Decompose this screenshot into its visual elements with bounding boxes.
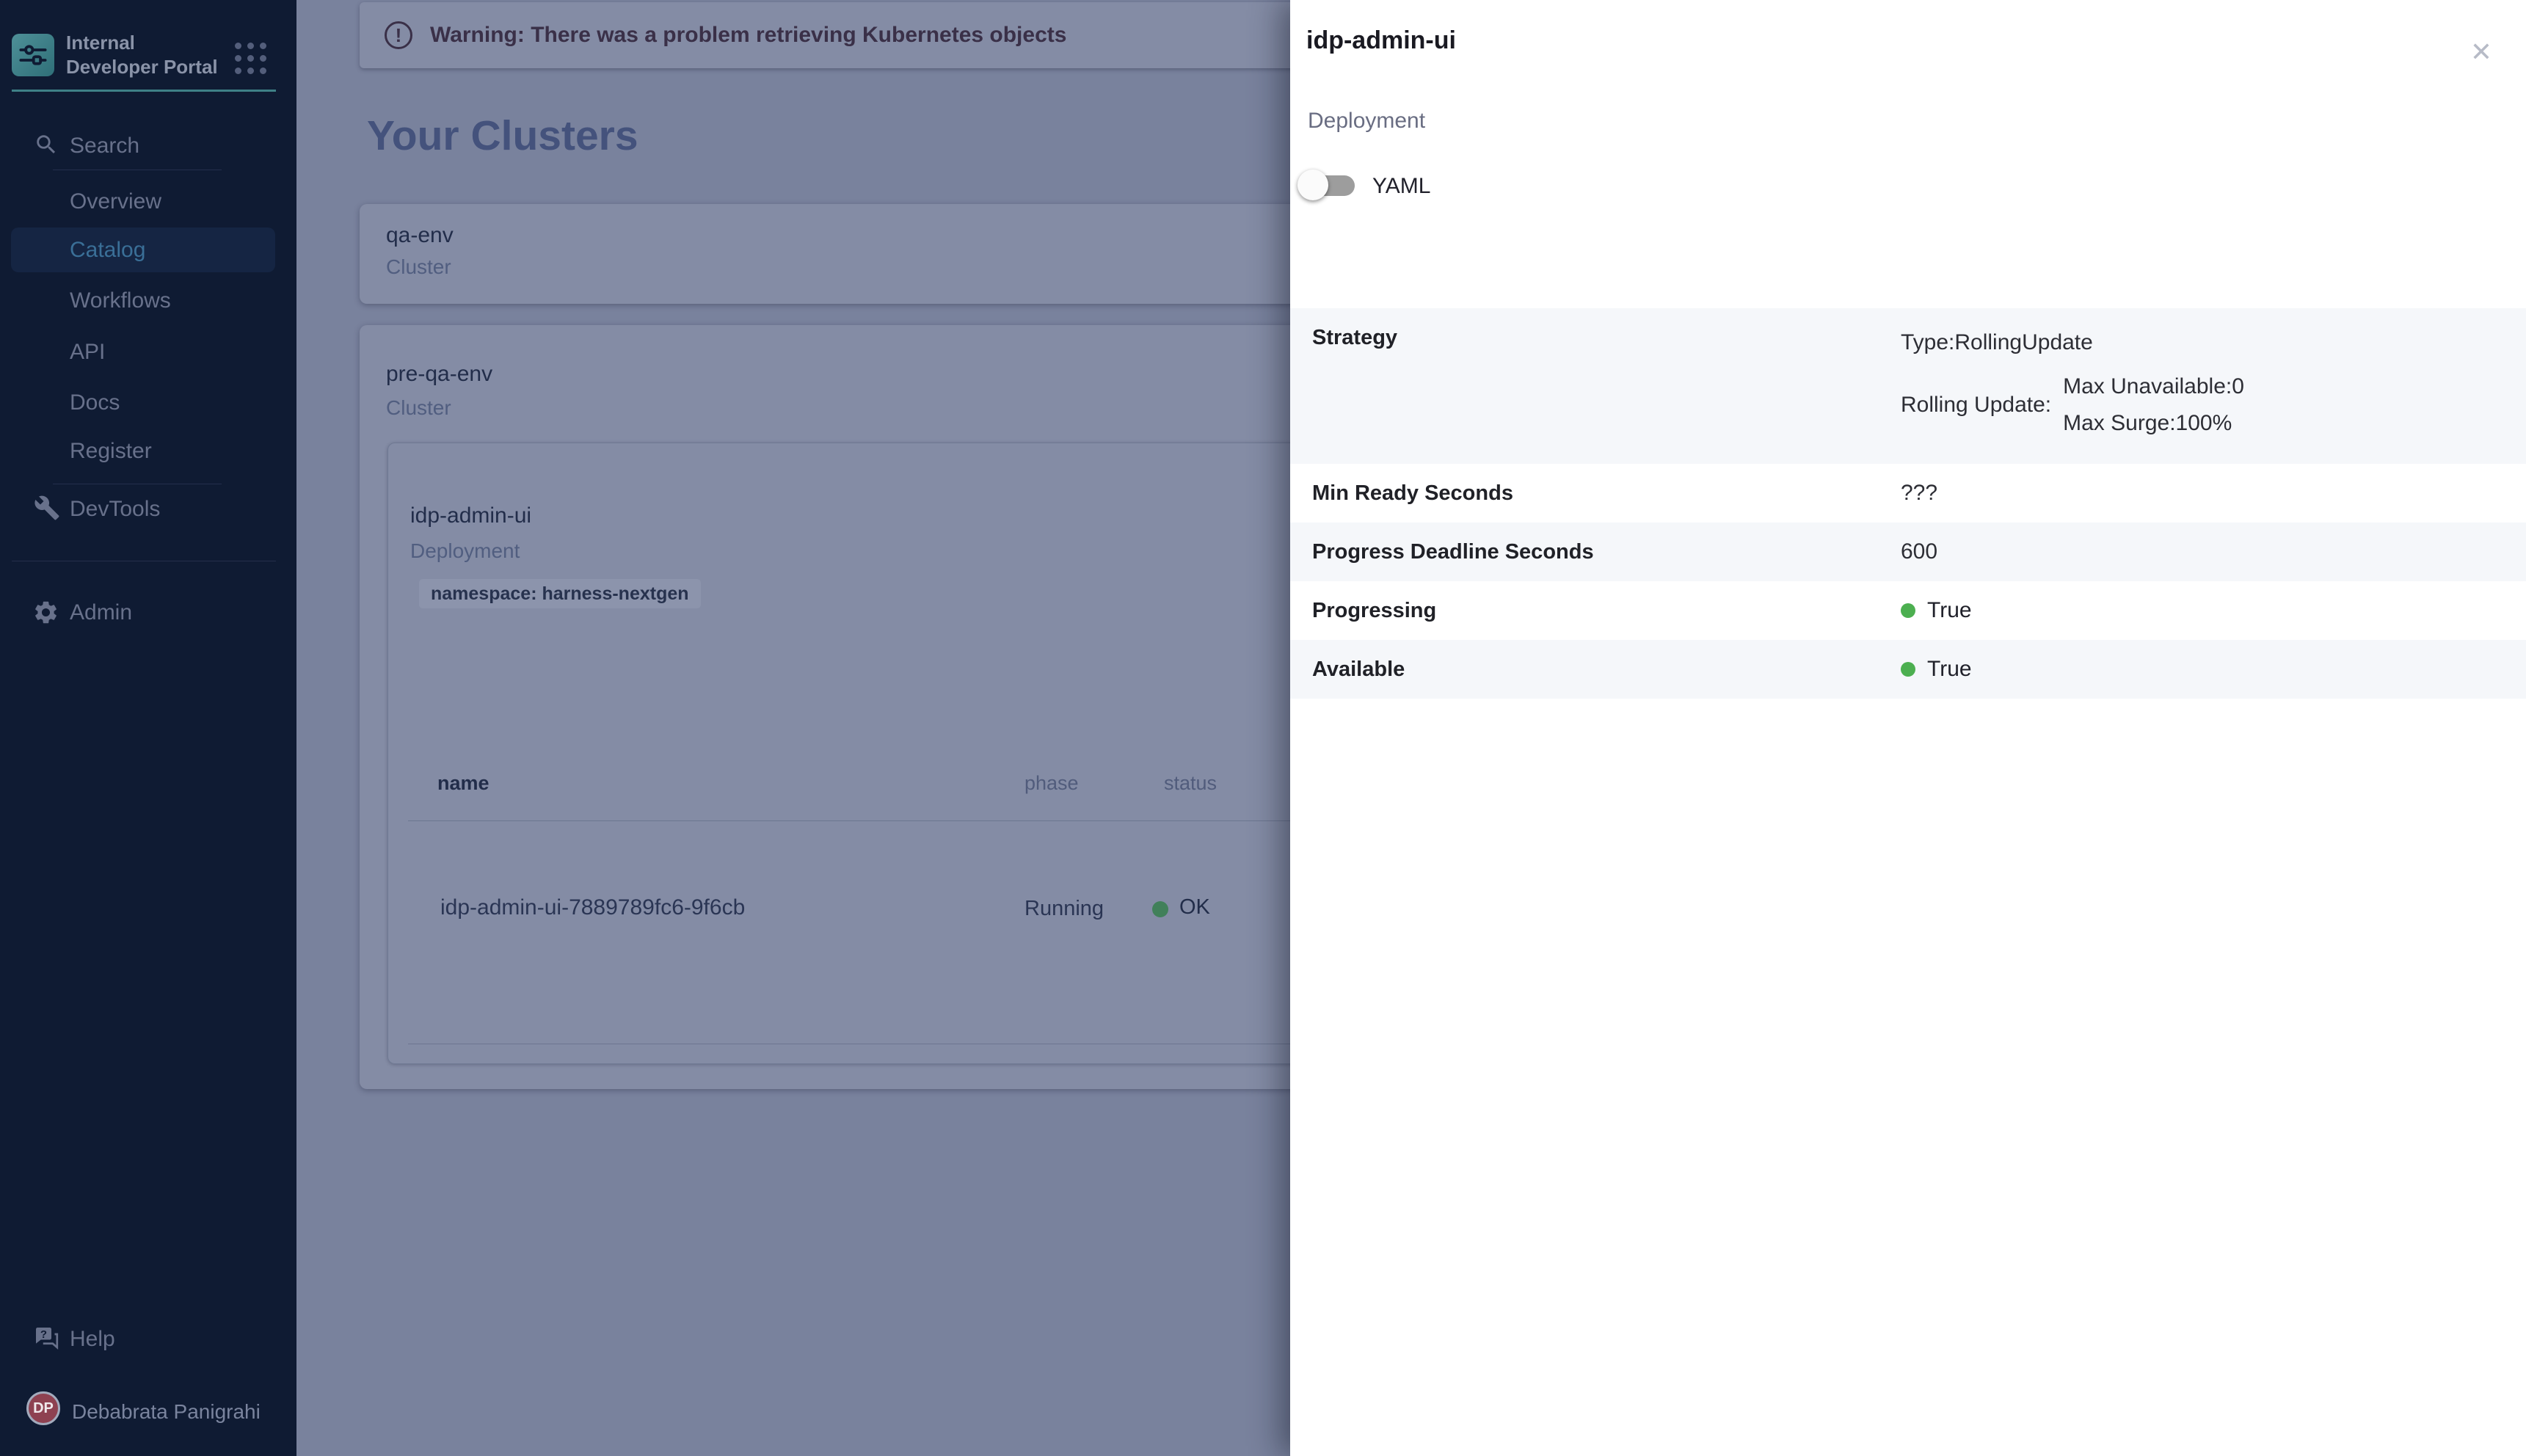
gear-icon[interactable] [32,599,59,626]
app-title: Internal Developer Portal [66,32,218,78]
warning-banner-text: Warning: There was a problem retrieving Kubernetes objects [430,23,1067,47]
sidebar-item-overview[interactable]: Overview [70,189,162,214]
detail-value [1901,640,1972,699]
sidebar-item-search[interactable]: Search [70,134,140,158]
strategy-type: Type:RollingUpdate [1901,330,2093,354]
status-green-dot-icon [1901,603,1915,618]
rolling-update-values [2063,368,2244,442]
detail-row-progress-deadline-seconds [1290,523,2526,581]
apps-grid-icon[interactable] [235,43,267,75]
detail-label: Available [1312,658,1405,681]
pod-phase-cell: Running [1024,897,1104,920]
help-question-glyph: ? [40,1328,48,1342]
drawer-kind-label: Deployment [1308,109,1426,133]
user-initials: DP [33,1399,54,1416]
status-text: True [1927,598,1972,622]
detail-value: ??? [1901,481,1938,505]
entity-title: idp-admin-ui [410,503,532,528]
yaml-toggle[interactable] [1293,166,1369,204]
warning-icon-glyph: ! [395,23,402,46]
max-surge: Max Surge:100% [2063,411,2232,435]
yaml-toggle-thumb [1297,170,1328,200]
close-icon[interactable]: ✕ [2469,37,2493,67]
pod-status-ok-icon [1152,901,1168,917]
user-avatar[interactable] [26,1391,60,1425]
rolling-update-block [1901,368,2244,442]
drawer-title: idp-admin-ui [1306,26,1456,54]
table-header-phase[interactable]: phase [1024,772,1079,794]
status-green-dot-icon [1901,662,1915,677]
detail-label: Progress Deadline Seconds [1312,540,1594,564]
detail-value [1901,581,1972,640]
detail-value: 600 [1901,539,1938,564]
cluster-card-title: qa-env [386,223,454,247]
entity-kind: Deployment [410,539,520,562]
sidebar-item-docs[interactable]: Docs [70,390,120,415]
sidebar [0,0,296,1456]
detail-row-progressing [1290,581,2526,640]
sidebar-item-workflows[interactable]: Workflows [70,288,171,313]
table-header-name[interactable]: name [437,772,489,794]
cluster-card-subtitle: Cluster [386,255,451,278]
detail-label: Strategy [1312,326,1398,349]
max-unavailable: Max Unavailable:0 [2063,374,2244,398]
page-title: Your Clusters [367,112,638,159]
pod-status-cell: OK [1179,895,1210,919]
detail-label: Progressing [1312,599,1437,622]
tune-logo-icon [18,40,48,70]
wrench-icon[interactable] [34,495,60,521]
status-text: True [1927,657,1972,681]
sidebar-item-catalog-label: Catalog [70,238,146,262]
sidebar-accent-divider [12,90,276,92]
app-logo[interactable] [12,34,54,76]
pod-name-cell: idp-admin-ui-7889789fc6-9f6cb [440,895,746,920]
sidebar-item-admin[interactable]: Admin [70,600,133,625]
sidebar-item-help[interactable]: Help [70,1327,115,1351]
sidebar-item-api[interactable]: API [70,340,106,364]
user-name[interactable]: Debabrata Panigrahi [72,1400,261,1423]
namespace-chip: namespace: harness-nextgen [419,579,701,608]
warning-icon [385,21,412,49]
detail-row-strategy [1290,308,2526,464]
yaml-toggle-label: YAML [1372,174,1431,198]
sidebar-item-register[interactable]: Register [70,439,152,463]
sidebar-item-devtools[interactable]: DevTools [70,497,161,521]
sidebar-item-catalog[interactable] [11,228,275,272]
detail-row-min-ready-seconds [1290,464,2526,523]
details-drawer [1290,0,2526,1456]
detail-row-available [1290,640,2526,699]
table-header-status[interactable]: status [1164,772,1217,794]
search-icon[interactable] [34,132,59,157]
help-chat-icon[interactable] [34,1325,60,1352]
cluster-card-title: pre-qa-env [386,362,493,386]
cluster-card-subtitle: Cluster [386,396,451,419]
rolling-update-label: Rolling Update: [1901,393,2052,417]
detail-label: Min Ready Seconds [1312,481,1513,505]
strategy-value [1901,329,2244,442]
